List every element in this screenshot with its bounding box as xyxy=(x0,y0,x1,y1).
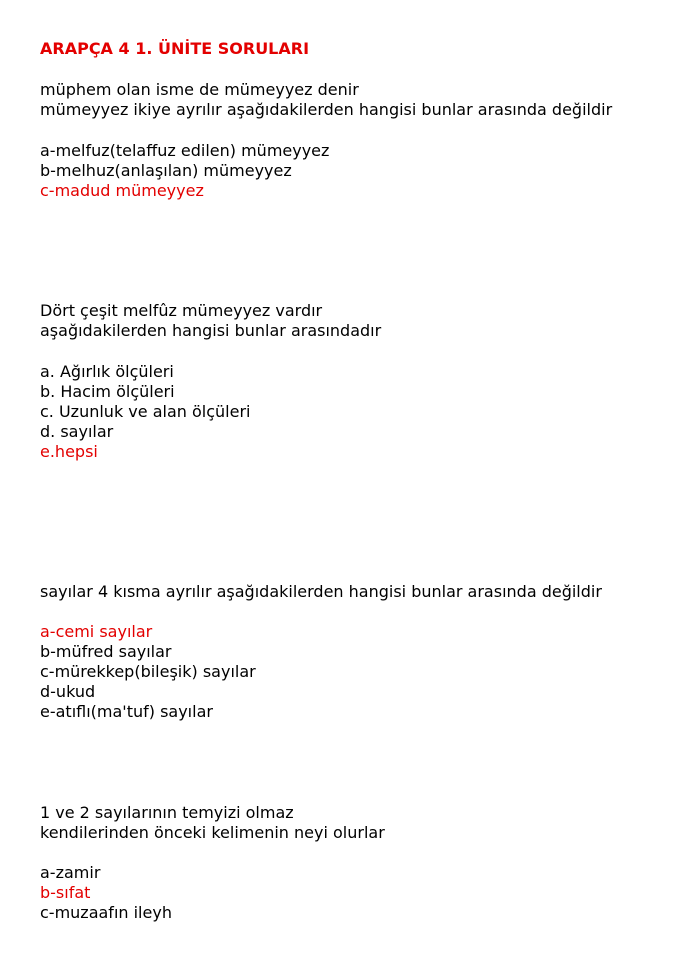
question-2-option-e-answer: e.hepsi xyxy=(40,442,98,461)
question-2-option-a: a. Ağırlık ölçüleri xyxy=(40,362,174,381)
question-1-stem-line-1: müphem olan isme de mümeyyez denir xyxy=(40,80,359,99)
question-3-stem-line-1: sayılar 4 kısma ayrılır aşağıdakilerden hangisi bunlar arasında değildir xyxy=(40,582,602,601)
question-3-option-b: b-müfred sayılar xyxy=(40,642,172,661)
question-1-option-c-answer: c-madud mümeyyez xyxy=(40,181,204,200)
question-4-stem-line-2: kendilerinden önceki kelimenin neyi olurlar xyxy=(40,823,385,842)
page-title: ARAPÇA 4 1. ÜNİTE SORULARI xyxy=(40,39,310,58)
question-1-option-a: a-melfuz(telaffuz edilen) mümeyyez xyxy=(40,141,330,160)
question-4-option-b-answer: b-sıfat xyxy=(40,883,91,902)
question-3-option-d: d-ukud xyxy=(40,682,96,701)
question-1-stem-line-2: mümeyyez ikiye ayrılır aşağıdakilerden hangisi bunlar arasında değildir xyxy=(40,100,613,119)
question-3-option-a-answer: a-cemi sayılar xyxy=(40,622,153,641)
question-4-stem-line-1: 1 ve 2 sayılarının temyizi olmaz xyxy=(40,803,294,822)
question-2-stem-line-1: Dört çeşit melfûz mümeyyez vardır xyxy=(40,301,323,320)
question-4-option-c: c-muzaafın ileyh xyxy=(40,903,172,922)
question-2-stem-line-2: aşağıdakilerden hangisi bunlar arasındadır xyxy=(40,321,382,340)
question-4-option-a: a-zamir xyxy=(40,863,101,882)
question-3-option-e: e-atıflı(ma'tuf) sayılar xyxy=(40,702,213,721)
question-2-option-b: b. Hacim ölçüleri xyxy=(40,382,175,401)
question-1-option-b: b-melhuz(anlaşılan) mümeyyez xyxy=(40,161,292,180)
question-2-option-d: d. sayılar xyxy=(40,422,114,441)
question-3-option-c: c-mürekkep(bileşik) sayılar xyxy=(40,662,256,681)
question-2-option-c: c. Uzunluk ve alan ölçüleri xyxy=(40,402,251,421)
